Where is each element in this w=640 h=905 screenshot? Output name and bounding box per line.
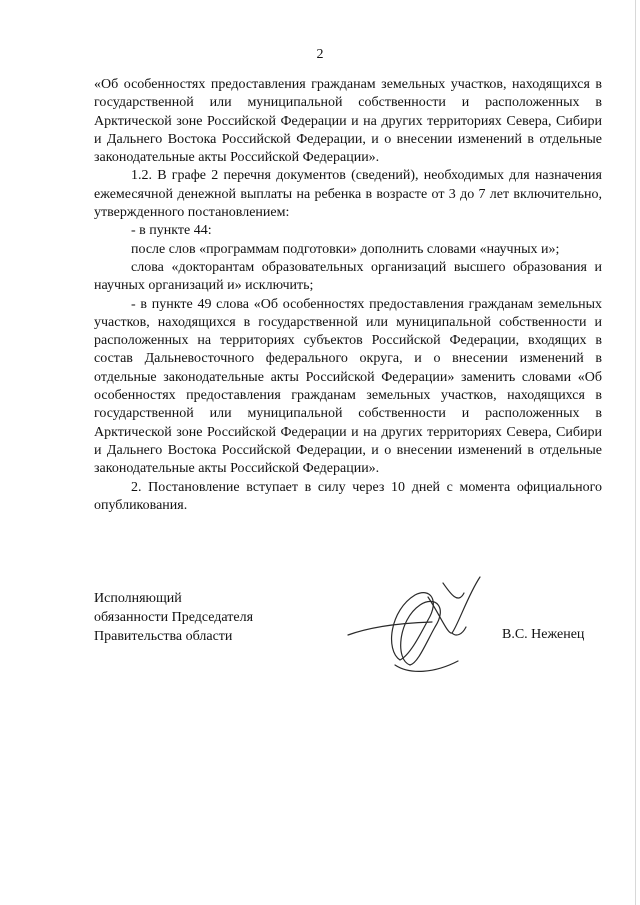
handwritten-signature <box>340 565 490 685</box>
signatory-title-line: Исполняющий <box>94 591 182 606</box>
paragraph-item-1-2: 1.2. В графе 2 перечня документов (сведений), необходимых для назначения ежемесячной денежной выплаты на ребенка в возрасте от 3 до 7 лет включительно, утвержденного постановлением: <box>94 168 602 221</box>
scan-edge-line <box>635 0 636 905</box>
page-number: 2 <box>316 47 324 62</box>
paragraph-point-44-remove: слова «докторантам образовательных организаций высшего образования и научных организаций и» исключить; <box>94 259 602 294</box>
signatory-name: В.С. Неженец <box>502 627 585 642</box>
paragraph-effective-date: 2. Постановление вступает в силу через 10 дней с момента официального опубликования. <box>94 479 602 513</box>
paragraph-point-44: - в пункте 44: <box>131 223 212 239</box>
document-body <box>94 76 602 515</box>
paragraph-point-49: - в пункте 49 слова «Об особенностях предоставления гражданам земельных участков, находящихся в государственной или муниципальной собственности и расположенных на территориях субъектов Российской Федерации, входящих в состав Дальневосточного федерального округа, и о внесении изменений в отдельные законодательные акты Российской Федерации» заменить словами «Об особенностях предоставления гражданам земельных участков, находящихся в государственной или муниципальной собственности и расположенных в Арктической зоне Российской Федерации и на других территориях Севера, Сибири и Дальнего Востока Российской Федерации, и о внесении изменений в отдельные законодательные акты Российской Федерации». <box>94 296 602 477</box>
signatory-title <box>94 589 253 646</box>
paragraph-law-title: «Об особенностях предоставления гражданам земельных участков, находящихся в государственной или муниципальной собственности и расположенных в Арктической зоне Российской Федерации и на других территориях Севера, Сибири и Дальнего Востока Российской Федерации, и о внесении изменений в отдельные законодательные акты Российской Федерации». <box>94 77 602 166</box>
signatory-title-line: Правительства области <box>94 629 233 644</box>
signatory-title-line: обязанности Председателя <box>94 610 254 625</box>
paragraph-point-44-add: после слов «программам подготовки» дополнить словами «научных и»; <box>131 241 560 257</box>
